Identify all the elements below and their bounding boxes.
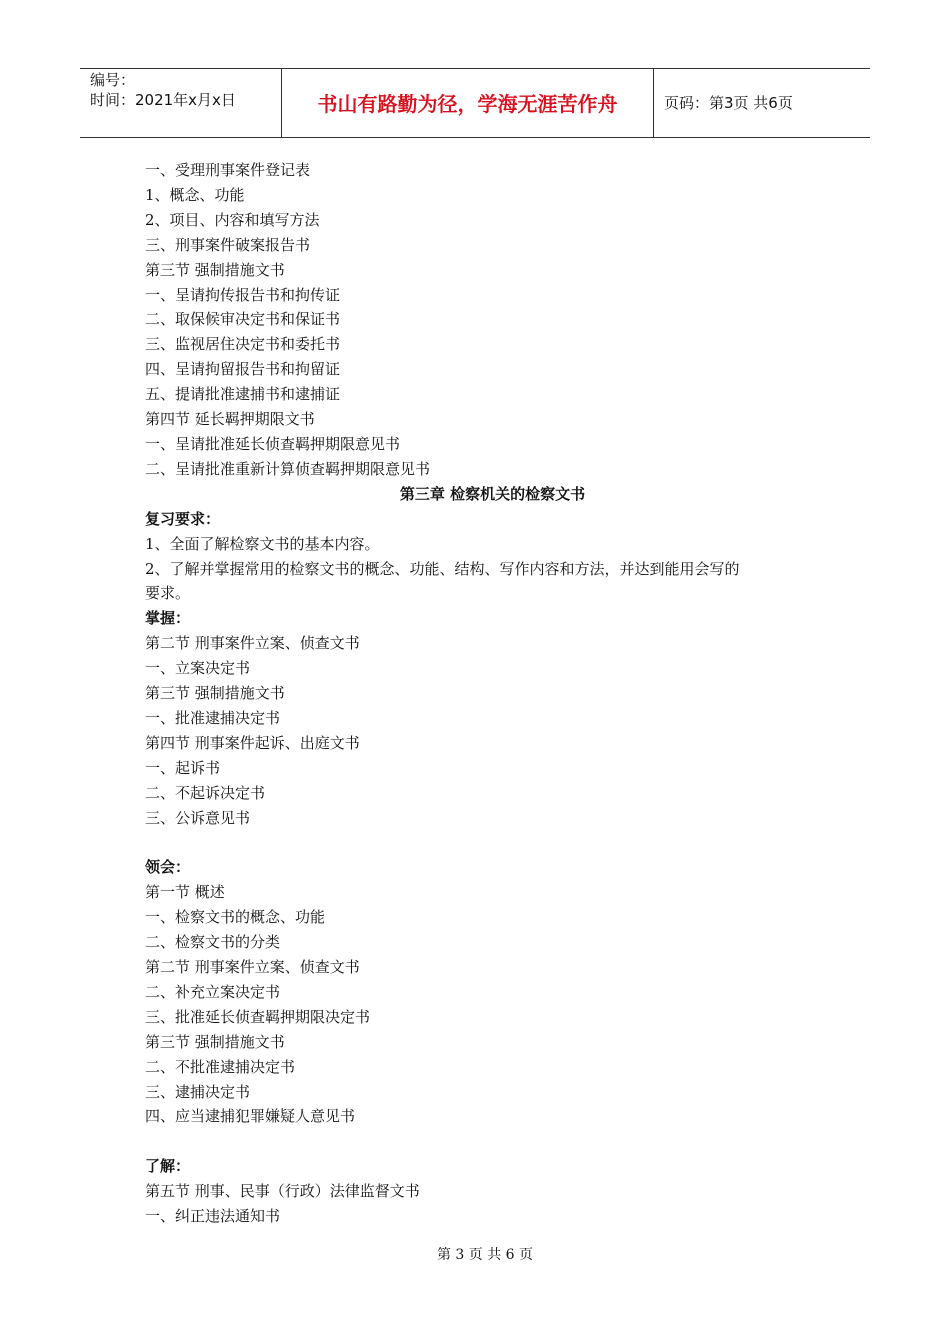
blank-line (145, 1129, 825, 1154)
page-code: 页码：第3页 共6页 (664, 94, 793, 112)
text-line: 二、补充立案决定书 (145, 982, 281, 1001)
text-line: 2、项目、内容和填写方法 (145, 210, 320, 229)
section-label: 了解： (145, 1157, 191, 1176)
text-line: 三、批准延长侦查羁押期限决定书 (145, 1007, 371, 1026)
text-line: 三、逮捕决定书 (145, 1082, 251, 1101)
section-label: 领会： (145, 858, 191, 877)
text-line: 二、呈请批准重新计算侦查羁押期限意见书 (145, 459, 431, 478)
date-label: 时间：2021年x月x日 (90, 91, 236, 109)
header-page-cell (654, 69, 870, 137)
text-line: 一、起诉书 (145, 758, 221, 777)
document-body (145, 158, 825, 1229)
text-line: 二、不批准逮捕决定书 (145, 1057, 296, 1076)
text-line: 一、批准逮捕决定书 (145, 708, 281, 727)
chapter-heading: 第三章 检察机关的检察文书 (399, 484, 586, 503)
text-line: 第四节 延长羁押期限文书 (145, 410, 315, 429)
text-line: 一、呈请拘传报告书和拘传证 (145, 285, 341, 304)
text-line: 1、全面了解检察文书的基本内容。 (145, 534, 380, 553)
page-header (80, 68, 870, 138)
section-label: 掌握： (145, 609, 191, 628)
text-line: 一、纠正违法通知书 (145, 1207, 281, 1226)
text-line: 第三节 强制措施文书 (145, 260, 285, 279)
text-line: 三、刑事案件破案报告书 (145, 235, 311, 254)
motto-text: 书山有路勤为径，学海无涯苦作舟 (317, 92, 618, 116)
text-line: 一、受理刑事案件登记表 (145, 161, 311, 179)
text-line: 第一节 概述 (145, 883, 225, 902)
serial-label: 编号： (90, 71, 136, 89)
text-line: 五、提请批准逮捕书和逮捕证 (145, 385, 341, 404)
text-line: 1、概念、功能 (145, 185, 245, 204)
text-line: 一、呈请批准延长侦查羁押期限意见书 (145, 434, 401, 453)
text-line: 二、取保候审决定书和保证书 (145, 310, 341, 329)
text-line: 一、立案决定书 (145, 659, 251, 678)
section-label: 复习要求： (145, 509, 221, 528)
text-line: 第三节 强制措施文书 (145, 684, 285, 703)
text-line: 一、检察文书的概念、功能 (145, 908, 326, 927)
page-footer: 第 3 页 共 6 页 (436, 1247, 534, 1263)
text-line: 第五节 刑事、民事（行政）法律监督文书 (145, 1182, 420, 1201)
header-motto-cell (282, 69, 654, 137)
text-line: 第二节 刑事案件立案、侦查文书 (145, 957, 360, 976)
text-line: 第二节 刑事案件立案、侦查文书 (145, 634, 360, 653)
text-line: 四、应当逮捕犯罪嫌疑人意见书 (145, 1107, 356, 1126)
text-line: 二、检察文书的分类 (145, 933, 281, 952)
text-line: 第四节 刑事案件起诉、出庭文书 (145, 733, 360, 752)
text-line: 二、不起诉决定书 (145, 783, 266, 802)
text-line: 三、公诉意见书 (145, 808, 251, 827)
text-line: 三、监视居住决定书和委托书 (145, 335, 341, 354)
header-info-cell (80, 69, 282, 137)
text-line: 2、了解并掌握常用的检察文书的概念、功能、结构、写作内容和方法，并达到能用会写的 (145, 559, 740, 578)
blank-line (145, 830, 825, 855)
text-line: 要求。 (145, 584, 191, 603)
text-line: 四、呈请拘留报告书和拘留证 (145, 360, 341, 379)
text-line: 第三节 强制措施文书 (145, 1032, 285, 1051)
